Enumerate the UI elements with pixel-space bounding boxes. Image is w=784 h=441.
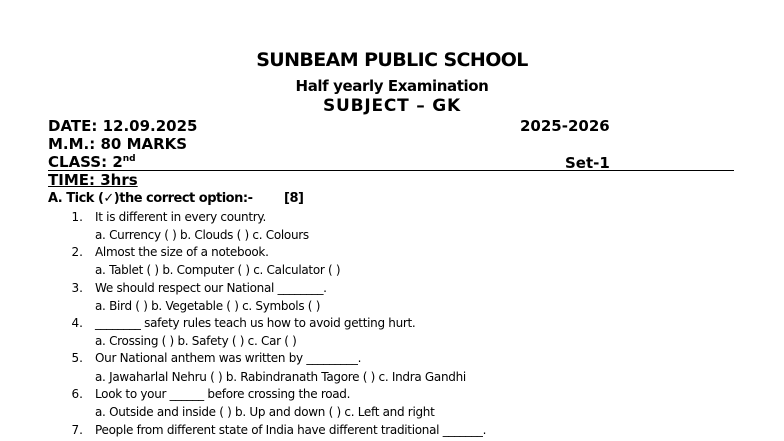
question-text: We should respect our National ________. (95, 281, 327, 295)
question-number: 3. (71, 281, 83, 295)
question-options: a. Crossing ( ) b. Safety ( ) c. Car ( ) (95, 334, 297, 348)
set-label: Set-1 (565, 154, 610, 172)
question-text: Look to your ______ before crossing the road. (95, 387, 351, 401)
question-options: a. Outside and inside ( ) b. Up and down ( ) c. Left and right (95, 405, 435, 419)
exam-name: Half yearly Examination (295, 77, 489, 95)
class-label (48, 153, 136, 171)
question-text: Our National anthem was written by _________. (95, 351, 362, 365)
question-number: 1. (71, 210, 83, 224)
question-options: a. Tablet ( ) b. Computer ( ) c. Calculator ( ) (95, 263, 341, 277)
question-options: a. Currency ( ) b. Clouds ( ) c. Colours (95, 228, 309, 242)
session-year: 2025-2026 (520, 117, 610, 135)
question-text: Almost the size of a notebook. (95, 245, 269, 259)
question-number: 7. (71, 423, 83, 437)
question-text: It is different in every country. (95, 210, 266, 224)
question-number: 4. (71, 316, 83, 330)
question-number: 5. (71, 351, 83, 365)
subject-title: SUBJECT – GK (322, 96, 462, 116)
question-text: People from different state of India have different traditional _______. (95, 423, 487, 437)
question-options: a. Jawaharlal Nehru ( ) b. Rabindranath Tagore ( ) c. Indra Gandhi (95, 370, 466, 384)
question-number: 6. (71, 387, 83, 401)
question-text: ________ safety rules teach us how to avoid getting hurt. (95, 316, 416, 330)
class-underline (48, 170, 734, 171)
class-suffix: nd (122, 154, 136, 164)
question-number: 2. (71, 245, 83, 259)
question-options: a. Bird ( ) b. Vegetable ( ) c. Symbols ( ) (95, 299, 321, 313)
class-text: CLASS: 2 (48, 153, 123, 171)
exam-time: TIME: 3hrs (48, 171, 138, 189)
section-heading (48, 191, 304, 206)
school-name: SUNBEAM PUBLIC SCHOOL (256, 49, 528, 71)
section-marks: [8] (284, 191, 304, 206)
exam-date: DATE: 12.09.2025 (48, 117, 198, 135)
section-title: A. Tick (✓)the correct option:- (48, 191, 253, 206)
max-marks: M.M.: 80 MARKS (48, 135, 188, 153)
